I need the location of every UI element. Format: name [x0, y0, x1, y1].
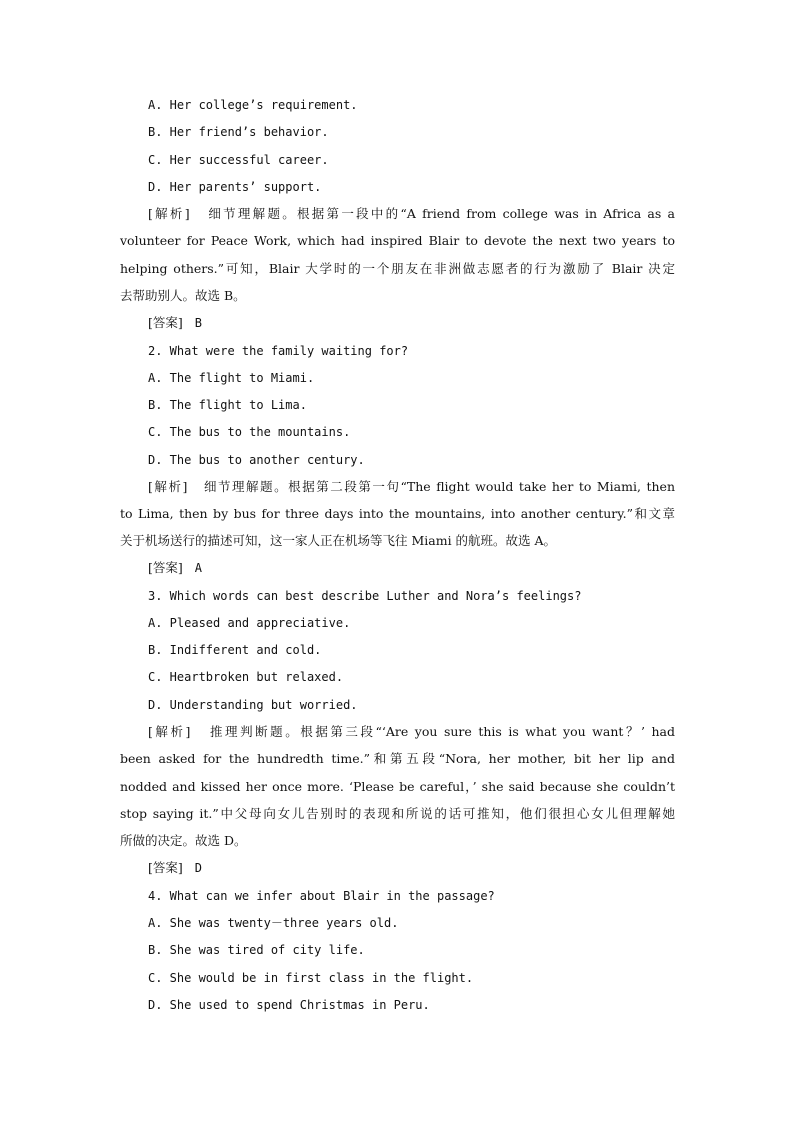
q3-analysis-line-1: [148, 724, 675, 740]
q1-analysis-line-3: helping others.”可知，Blair 大学时的一个朋友在非洲做志愿者的行为激励了 Blair 决定: [120, 261, 675, 276]
q3-analysis-line-5: 所做的决定。故选 D。: [120, 833, 247, 848]
q1-option-c: C. Her successful career.: [148, 153, 329, 167]
q1-answer-tag: [答案]: [148, 315, 183, 330]
q2-analysis-line-1: [148, 479, 675, 495]
q2-analysis-text-1: 细节理解题。根据第二段第一句“The flight would take her to Miami, then: [203, 479, 675, 494]
q2-analysis-tag: [解析]: [148, 479, 188, 494]
q2-analysis-line-2: to Lima, then by bus for three days into the mountains, into another century.”和文章: [120, 506, 675, 521]
q2-option-d: D. The bus to another century.: [148, 453, 365, 467]
q3-answer-tag: [答案]: [148, 860, 183, 875]
q2-question: 2. What were the family waiting for?: [148, 344, 409, 358]
q1-analysis-text-1: 细节理解题。根据第一段中的“A friend from college was in Africa as a: [208, 206, 675, 221]
q3-analysis-text-1: 推理判断题。根据第三段“‘Are you sure this is what you want？’ had: [209, 724, 675, 739]
q3-analysis-line-3: nodded and kissed her once more. ‘Please be careful，’ she said because she couldn’t: [120, 779, 675, 794]
q3-question: 3. Which words can best describe Luther and Nora’s feelings?: [148, 589, 582, 603]
q1-analysis-line-1: [148, 206, 675, 222]
q1-option-a: A. Her college’s requirement.: [148, 98, 358, 112]
q4-question: 4. What can we infer about Blair in the passage?: [148, 889, 495, 903]
q4-option-a: A. She was twenty－three years old.: [148, 916, 399, 930]
q1-analysis-line-2: volunteer for Peace Work, which had inspired Blair to devote the next two years to: [120, 233, 675, 248]
q2-answer-value: A: [194, 561, 202, 575]
q1-option-d: D. Her parents’ support.: [148, 180, 322, 194]
q1-answer-line: [148, 315, 202, 331]
q3-option-d: D. Understanding but worried.: [148, 698, 358, 712]
q3-analysis-line-2: been asked for the hundredth time.”和第五段“Nora, her mother, bit her lip and: [120, 751, 675, 766]
q1-analysis-tag: [解析]: [148, 206, 190, 221]
q2-option-c: C. The bus to the mountains.: [148, 425, 351, 439]
q1-answer-value: B: [194, 316, 202, 330]
q3-answer-line: [148, 860, 202, 876]
q1-analysis-line-4: 去帮助别人。故选 B。: [120, 288, 246, 303]
q1-option-b: B. Her friend’s behavior.: [148, 125, 329, 139]
q4-option-c: C. She would be in first class in the flight.: [148, 971, 474, 985]
q2-answer-tag: [答案]: [148, 560, 183, 575]
q2-answer-line: [148, 560, 202, 576]
q3-answer-value: D: [194, 861, 202, 875]
q4-option-d: D. She used to spend Christmas in Peru.: [148, 998, 430, 1012]
q3-analysis-tag: [解析]: [148, 724, 191, 739]
q3-option-a: A. Pleased and appreciative.: [148, 616, 351, 630]
q2-option-b: B. The flight to Lima.: [148, 398, 307, 412]
q3-analysis-line-4: stop saying it.”中父母向女儿告别时的表现和所说的话可推知，他们很担心女儿但理解她: [120, 806, 675, 821]
q2-analysis-line-3: 关于机场送行的描述可知，这一家人正在机场等飞往 Miami 的航班。故选 A。: [120, 533, 557, 548]
q2-option-a: A. The flight to Miami.: [148, 371, 315, 385]
q4-option-b: B. She was tired of city life.: [148, 943, 365, 957]
q3-option-c: C. Heartbroken but relaxed.: [148, 670, 344, 684]
q3-option-b: B. Indifferent and cold.: [148, 643, 322, 657]
